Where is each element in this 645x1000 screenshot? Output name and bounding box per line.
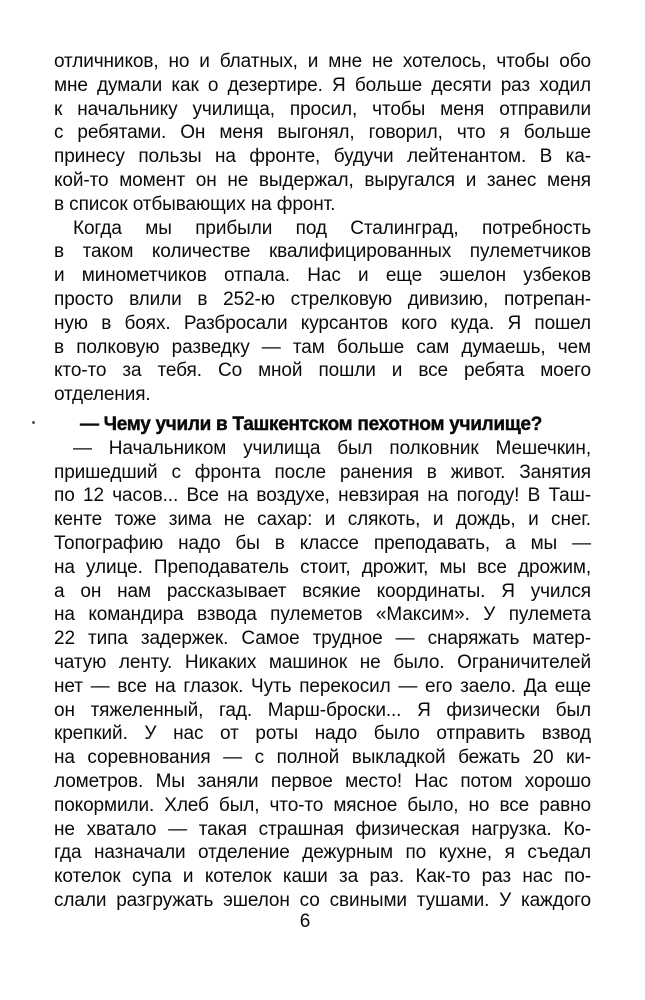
text-line: принесу пользы на фронте, будучи лейтенантом. В ка- <box>54 146 591 168</box>
text-line: кой-то момент он не выдержал, выругался и занес меня <box>54 169 591 191</box>
text-line: ную в боях. Разбросали курсантов кого куда. Я пошел <box>54 312 591 334</box>
paragraph-stalingrad <box>54 217 591 407</box>
text-line: чатую ленту. Никаких машинок не было. Ограничителей <box>54 651 591 673</box>
text-line: котелок супа и котелок каши за раз. Как-то раз нас по- <box>54 866 591 888</box>
text-line: отличников, но и блатных, и мне не хотелось, чтобы обо <box>54 51 591 72</box>
text-line: крепкий. У нас от роты надо было отправить взвод <box>54 723 591 745</box>
text-line: с ребятами. Он меня выгонял, говорил, что я больше <box>54 122 591 144</box>
interview-answer <box>54 437 591 913</box>
text-line: Когда мы прибыли под Сталинград, потребность <box>73 217 591 239</box>
text-line: гда назначали отделение дежурным по кухне, я съедал <box>54 842 591 864</box>
text-line: лометров. Мы заняли первое место! Нас потом хорошо <box>54 770 591 792</box>
text-line: — Чему учили в Ташкентском пехотном училище? <box>80 413 543 435</box>
paragraph-continuation <box>54 50 591 217</box>
scan-speck <box>32 421 35 424</box>
text-line: по 12 часов... Все на воздухе, невзирая на погоду! В Таш- <box>54 485 591 507</box>
text-line: покормили. Хлеб был, что-то мясное было, но все равно <box>54 794 591 816</box>
text-line: на соревнования — с полной выкладкой бежать 20 ки- <box>54 747 591 769</box>
text-line: на улице. Преподаватель стоит, дрожит, мы все дрожим, <box>54 556 591 578</box>
text-line: он тяжеленный, гад. Марш-броски... Я физически был <box>54 699 591 721</box>
text-line: кенте тоже зима не сахар: и слякоть, и дождь, и снег. <box>54 509 591 531</box>
text-line: в таком количестве квалифицированных пулеметчиков <box>54 241 591 263</box>
text-line: 22 типа задержек. Самое трудное — снаряжать матер- <box>54 628 591 650</box>
text-line: и минометчиков отпала. Нас и еще эшелон узбеков <box>54 265 591 287</box>
text-line: на командира взвода пулеметов «Максим». У пулемета <box>54 604 591 626</box>
text-line: слали разгружать эшелон со свиными тушами. У каждого <box>54 889 591 911</box>
text-line: не хватало — такая страшная физическая нагрузка. Ко- <box>54 818 591 840</box>
text-line: пришедший с фронта после ранения в живот. Занятия <box>54 461 591 483</box>
text-line: отделения. <box>54 384 151 406</box>
text-line: в полковую разведку — там больше сам думаешь, чем <box>54 336 591 358</box>
text-line: кто-то за тебя. Со мной пошли и все ребята моего <box>54 360 591 382</box>
page-text-block <box>54 50 591 913</box>
text-line: мне думали как о дезертире. Я больше десяти раз ходил <box>54 74 591 96</box>
text-line: нет — все на глазок. Чуть перекосил — его заело. Да еще <box>54 675 591 697</box>
page-number: 6 <box>299 911 311 932</box>
text-line: в список отбывающих на фронт. <box>54 193 336 215</box>
interview-question <box>54 413 591 437</box>
text-line: — Начальником училища был полковник Мешечкин, <box>73 437 591 459</box>
text-line: Топографию надо бы в классе преподавать, а мы — <box>54 532 591 554</box>
text-line: а он нам рассказывает всякие координаты. Я учился <box>54 580 591 602</box>
text-line: просто влили в 252-ю стрелковую дивизию, потрепан- <box>54 288 591 310</box>
text-line: к начальнику училища, просил, чтобы меня отправили <box>54 98 591 120</box>
